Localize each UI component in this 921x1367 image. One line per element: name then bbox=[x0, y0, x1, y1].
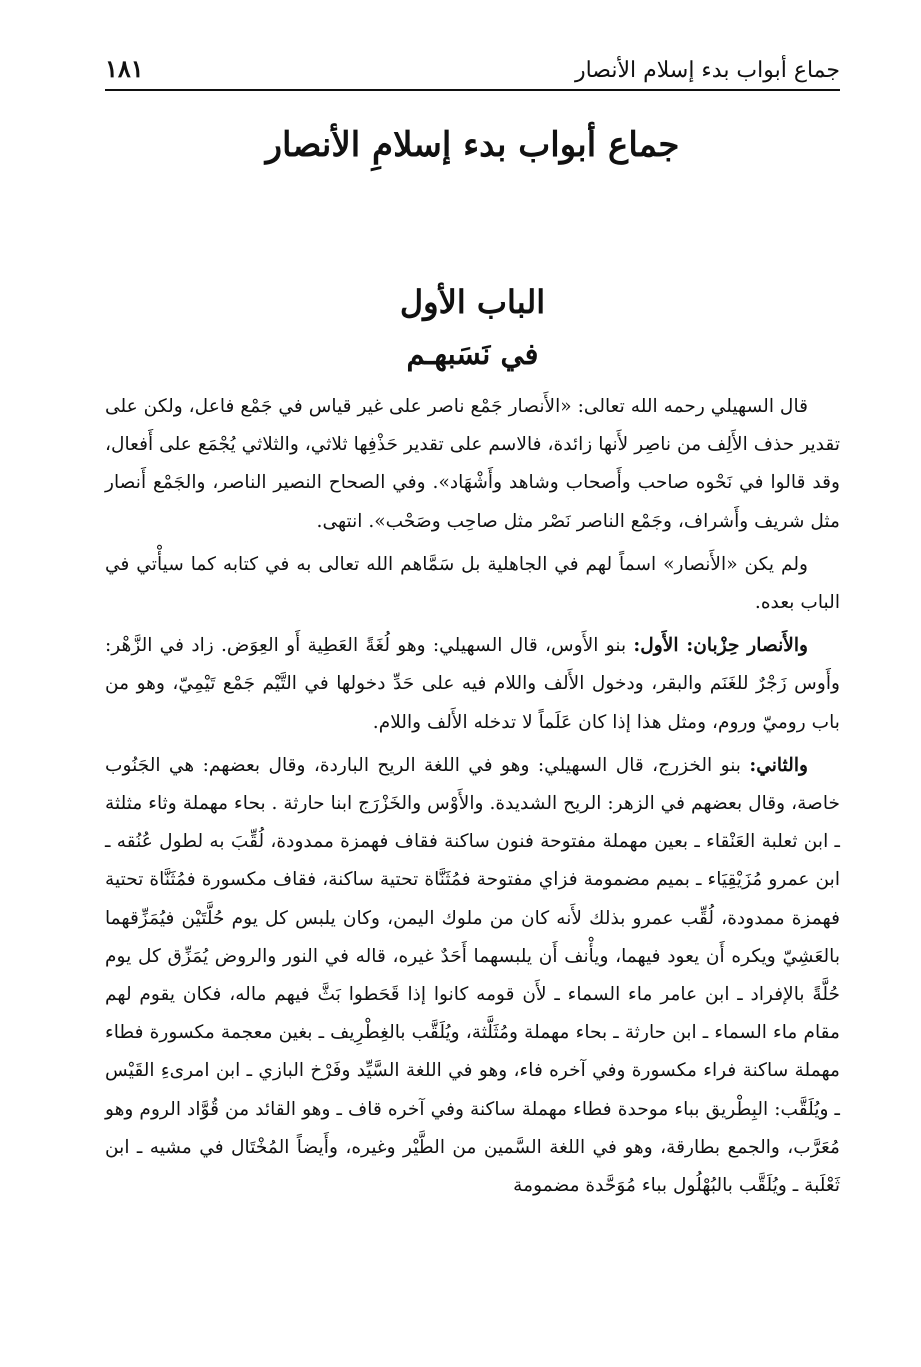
paragraph bbox=[105, 546, 840, 622]
paragraph-text: بنو الخزرج، قال السهيلي: وهو في اللغة الريح الباردة، وقال بعضهم: هي الجَنُوب خاصة، وقال بعضهم في الزهر: الريح الشديدة. والأَوْس والخَزْرَج ابنا حارثة . بحاء مهملة وثاء مثلثة ـ ابن ثعلبة العَنْقاء ـ بعين مهملة مفتوحة فنون ساكنة فقاف فهمزة ممدودة، لُقِّبَ به لطول عُنُقه ـ ابن عمرو مُزَيْقِيَاء ـ بميم مضمومة فزاي مفتوحة فمُثَنَّاة تحتية ساكنة، فقاف مكسورة فمُثَنَّاة تحتية فهمزة ممدودة، لُقِّب عمرو بذلك لأَنه كان من ملوك اليمن، وكان يلبس كل يوم حُلَّتَيْن فيُمَزِّقهما بالعَشِيّ ويكره أَن يعود فيهما، ويأْنف أَن يلبسهما أَحَدٌ غيره، قاله في النور والروض يُمَزِّق كل يوم حُلَّةً بالإفراد ـ ابن عامر ماء السماء ـ لأَن قومه كانوا إذا قَحَطوا بَثَّ فيهم ماله، فكان يقوم لهم مقام ماء السماء ـ ابن حارثة ـ بحاء مهملة ومُثَلَّثة، ويُلَقَّب بالغِطْرِيف ـ بغين معجمة مكسورة فطاء مهملة ساكنة فراء مكسورة وفي آخره فاء، وهو في اللغة السَّيِّد وفَرْخ البازي ـ ابن امرىءِ القَيْس ـ ويُلَقَّب: البِطْريق بباء موحدة فطاء مهملة ساكنة وفي آخره قاف ـ وهو القائد من قُوَّاد الروم وهو مُعَرَّب، والجمع بطارقة، وهو في اللغة السَّمين من الطَّيْر وغيره، وأَيضاً المُخْتَال في مشيه ـ ابن ثَعْلَبة ـ ويُلَقَّب بالبُهْلُول بباء مُوَحَّدة مضمومة bbox=[105, 754, 840, 1197]
paragraph-lead: والأَنصار حِزْبان: الأَول: bbox=[633, 635, 808, 657]
paragraph-text: ولم يكن «الأَنصار» اسماً لهم في الجاهلية بل سَمَّاهم الله تعالى به في كتابه كما سيأْتي في الباب بعده. bbox=[105, 553, 840, 614]
chapter-title: جماع أبواب بدء إسلامِ الأنصار bbox=[265, 125, 680, 165]
paragraph-lead: والثاني: bbox=[749, 754, 808, 776]
page-number: ١٨١ bbox=[105, 54, 144, 83]
running-title: جماع أبواب بدء إسلام الأنصار bbox=[574, 58, 840, 83]
paragraph bbox=[105, 747, 840, 1205]
paragraph-text: بنو الأَوس، قال السهيلي: وهو لُغَةً العَطِية أَو العِوَض. زاد في الزَّهْر: وأَوس زَجْرٌ للغَنَم والبقر، ودخول الأَلف واللام فيه على حَدِّ دخولها في التَّيْم جَمْع تَيْمِيّ، وهو من باب روميّ وروم، ومثل هذا إذا كان عَلَماً لا تدخله الأَلف واللام. bbox=[105, 635, 840, 733]
paragraph-text: قال السهيلي رحمه الله تعالى: «الأَنصار جَمْع ناصر على غير قياس في جَمْع فاعل، ولكن على تقدير حذف الأَلِف من ناصِر لأَنها زائدة، فالاسم على تقدير حَذْفِها ثلاثي، والثلاثي يُجْمَع على أَفعال، وقد قالوا في نَحْوه صاحب وأَصحاب وشاهد وأَشْهَاد». وفي الصحاح النصير الناصر، والجَمْع أَنصار مثل شريف وأَشراف، وجَمْع الناصر نَصْر مثل صاحِب وصَحْب». انتهى. bbox=[105, 396, 840, 532]
section-title: الباب الأول bbox=[399, 283, 546, 321]
paragraph bbox=[105, 627, 840, 742]
section-subtitle: في نَسَبهـم bbox=[406, 337, 539, 371]
paragraph bbox=[105, 388, 840, 541]
body-text bbox=[105, 388, 840, 1210]
running-header bbox=[105, 55, 840, 91]
